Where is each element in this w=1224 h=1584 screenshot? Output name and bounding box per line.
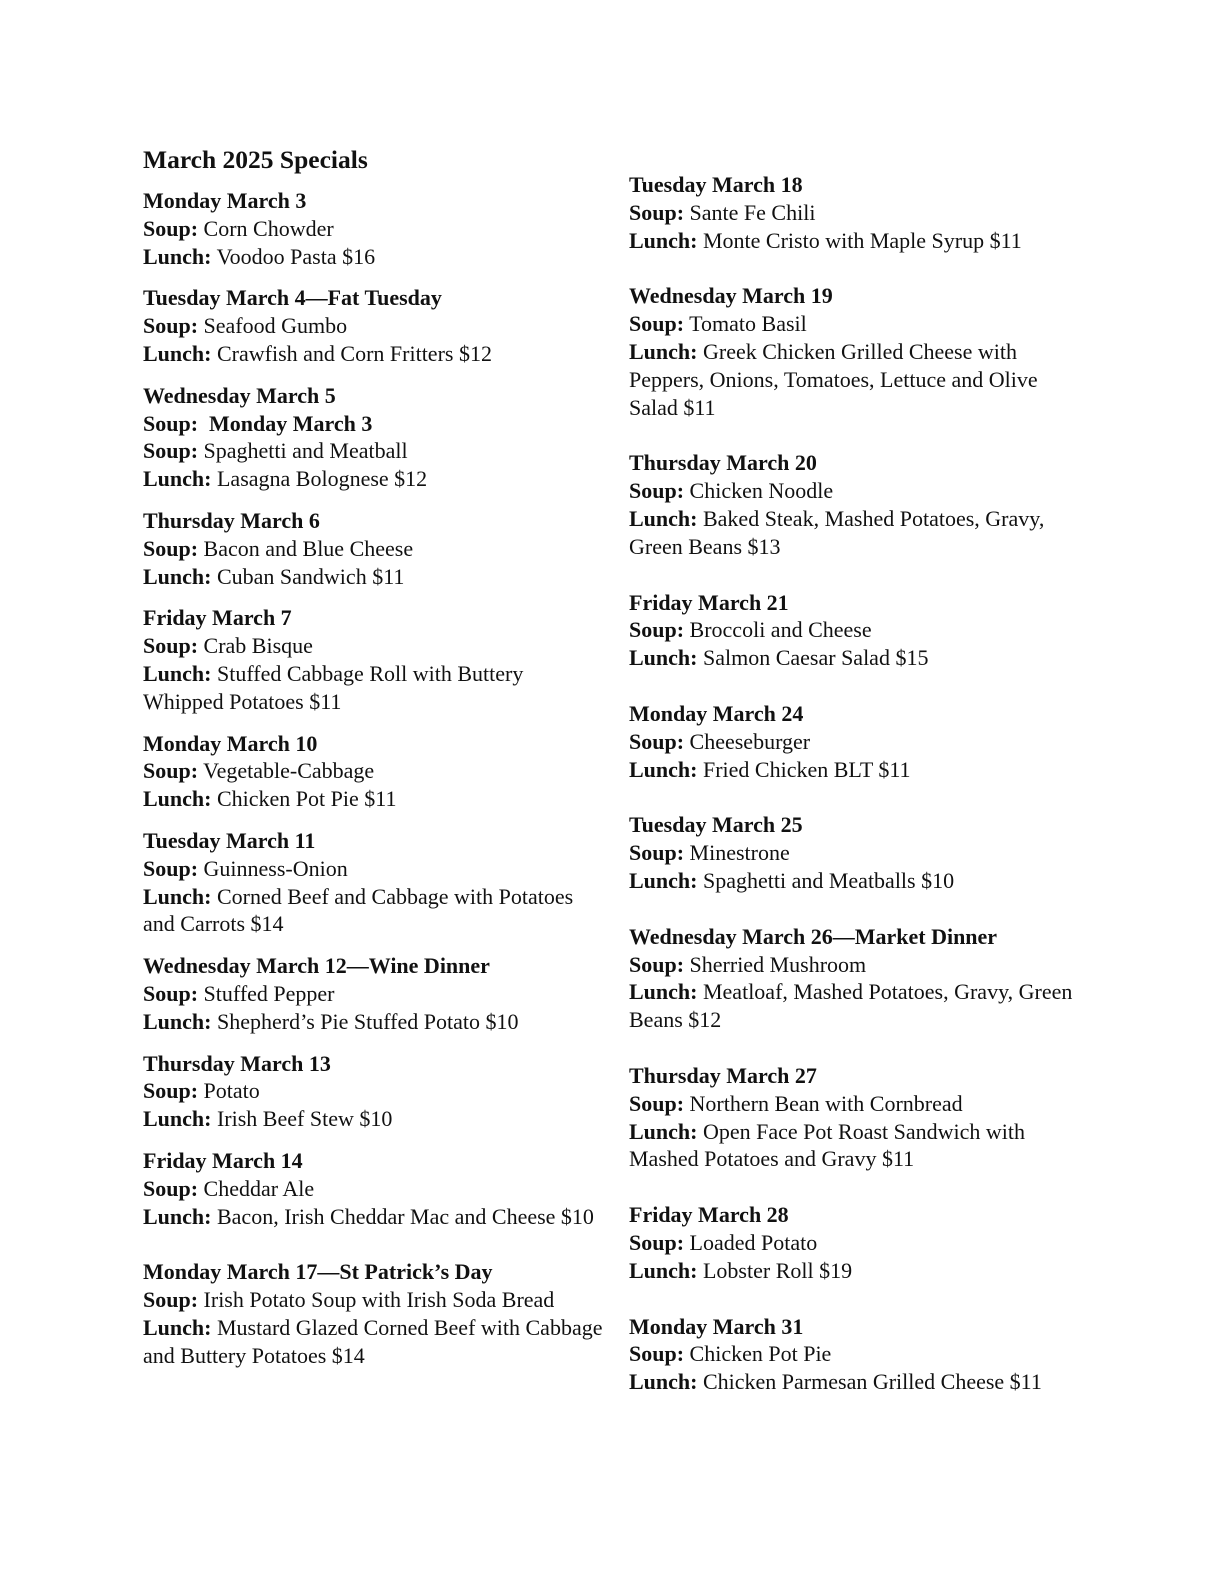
menu-label: Soup: — [143, 758, 199, 784]
menu-text: Chicken Noodle — [684, 478, 834, 504]
menu-label: Lunch: — [143, 786, 212, 812]
menu-line — [143, 535, 603, 563]
menu-label: Lunch: — [629, 979, 698, 1005]
menu-label: Lunch: — [629, 645, 698, 671]
day-entry — [629, 811, 1089, 894]
menu-line — [629, 616, 1089, 644]
menu-text: Loaded Potato — [684, 1229, 818, 1255]
menu-text: Bacon and Blue Cheese — [198, 535, 414, 561]
day-heading: Monday March 17—St Patrick’s Day — [143, 1259, 493, 1285]
day-heading: Thursday March 27 — [629, 1062, 817, 1088]
day-heading: Thursday March 13 — [143, 1050, 331, 1076]
menu-text: Chicken Pot Pie — [684, 1341, 832, 1367]
menu-text: Cuban Sandwich $11 — [211, 563, 405, 589]
menu-line — [629, 338, 1089, 421]
menu-text: Guinness-Onion — [198, 855, 348, 881]
menu-text: Seafood Gumbo — [198, 313, 348, 339]
menu-text: Vegetable-Cabbage — [198, 758, 375, 784]
menu-text: Crawfish and Corn Fritters $12 — [211, 340, 492, 366]
day-heading: Wednesday March 12—Wine Dinner — [143, 953, 490, 979]
menu-line — [143, 243, 603, 271]
menu-line — [629, 978, 1089, 1034]
menu-text: Voodoo Pasta $16 — [211, 243, 376, 269]
day-entry — [629, 1313, 1089, 1396]
menu-line — [143, 757, 603, 785]
menu-label: Lunch: — [629, 867, 698, 893]
menu-text: Salmon Caesar Salad $15 — [697, 645, 929, 671]
right-column — [629, 171, 1089, 1424]
menu-text: Stuffed Cabbage Roll with Buttery Whipped Potatoes $11 — [143, 660, 524, 714]
day-entry — [143, 730, 603, 813]
menu-label: Soup: Monday March 3 — [143, 410, 373, 436]
menu-text: Cheeseburger — [684, 728, 811, 754]
menu-label: Soup: — [629, 1090, 685, 1116]
menu-label: Lunch: — [143, 1314, 212, 1340]
menu-text: Spaghetti and Meatball — [198, 438, 408, 464]
day-heading: Monday March 10 — [143, 730, 318, 756]
menu-text: Sherried Mushroom — [684, 951, 867, 977]
menu-text: Lobster Roll $19 — [697, 1257, 853, 1283]
menu-label: Lunch: — [629, 505, 698, 531]
menu-label: Lunch: — [143, 243, 212, 269]
menu-label: Lunch: — [629, 1369, 698, 1395]
menu-line — [143, 1105, 603, 1133]
day-heading: Tuesday March 4—Fat Tuesday — [143, 285, 442, 311]
menu-label: Soup: — [629, 199, 685, 225]
menu-label: Soup: — [143, 215, 199, 241]
menu-line — [143, 855, 603, 883]
menu-line — [629, 1090, 1089, 1118]
day-entry — [143, 604, 603, 715]
menu-line — [629, 728, 1089, 756]
day-entry — [143, 187, 603, 270]
menu-label: Soup: — [143, 313, 199, 339]
day-entry — [143, 1147, 603, 1230]
menu-text: Chicken Pot Pie $11 — [211, 786, 397, 812]
day-entry — [143, 507, 603, 590]
menu-line — [143, 1203, 603, 1231]
menu-line — [143, 660, 603, 716]
menu-line — [143, 785, 603, 813]
day-heading: Friday March 28 — [629, 1202, 789, 1228]
menu-text: Baked Steak, Mashed Potatoes, Gravy, Green Beans $13 — [629, 505, 1045, 559]
menu-label: Lunch: — [143, 563, 212, 589]
day-entry — [629, 923, 1089, 1034]
menu-text: Stuffed Pepper — [198, 980, 335, 1006]
menu-line — [143, 312, 603, 340]
day-heading: Tuesday March 18 — [629, 172, 803, 197]
menu-text: Irish Beef Stew $10 — [211, 1106, 393, 1132]
menu-text: Greek Chicken Grilled Cheese with Peppers, Onions, Tomatoes, Lettuce and Olive Salad $11 — [629, 338, 1038, 420]
menu-line — [143, 215, 603, 243]
menu-line — [143, 1175, 603, 1203]
page-title: March 2025 Specials — [143, 145, 368, 174]
menu-line — [629, 867, 1089, 895]
menu-text: Open Face Pot Roast Sandwich with Mashed Potatoes and Gravy $11 — [629, 1118, 1026, 1172]
day-heading: Wednesday March 5 — [143, 382, 336, 408]
menu-text: Irish Potato Soup with Irish Soda Bread — [198, 1287, 555, 1313]
day-entry — [629, 449, 1089, 560]
menu-line — [143, 632, 603, 660]
menu-line — [629, 1368, 1089, 1396]
menu-label: Soup: — [143, 1078, 199, 1104]
day-entry — [629, 589, 1089, 672]
menu-text: Meatloaf, Mashed Potatoes, Gravy, Green Beans $12 — [629, 979, 1073, 1033]
menu-line — [629, 839, 1089, 867]
day-entry — [629, 700, 1089, 783]
menu-line — [143, 980, 603, 1008]
menu-label: Lunch: — [143, 1106, 212, 1132]
day-heading: Wednesday March 26—Market Dinner — [629, 923, 998, 949]
day-heading: Thursday March 20 — [629, 450, 817, 476]
menu-label: Lunch: — [143, 883, 212, 909]
left-column — [143, 187, 603, 1383]
menu-label: Soup: — [629, 478, 685, 504]
menu-line — [629, 1257, 1089, 1285]
day-heading: Friday March 7 — [143, 605, 292, 631]
menu-line — [629, 1118, 1089, 1174]
day-heading: Monday March 3 — [143, 188, 307, 213]
menu-line — [143, 1286, 603, 1314]
menu-text: Sante Fe Chili — [684, 199, 816, 225]
day-entry — [629, 1062, 1089, 1173]
menu-line — [143, 437, 603, 465]
day-entry — [629, 171, 1089, 254]
day-heading: Wednesday March 19 — [629, 283, 833, 309]
menu-text: Monte Cristo with Maple Syrup $11 — [697, 227, 1022, 253]
menu-label: Soup: — [629, 1341, 685, 1367]
day-entry — [143, 1258, 603, 1369]
menu-text: Corn Chowder — [198, 215, 334, 241]
menu-label: Lunch: — [143, 1008, 212, 1034]
menu-line — [629, 756, 1089, 784]
menu-text: Chicken Parmesan Grilled Cheese $11 — [697, 1369, 1042, 1395]
menu-line — [629, 1340, 1089, 1368]
day-heading: Monday March 31 — [629, 1313, 804, 1339]
menu-label: Soup: — [143, 633, 199, 659]
menu-line — [629, 951, 1089, 979]
day-heading: Monday March 24 — [629, 700, 804, 726]
day-heading: Thursday March 6 — [143, 507, 320, 533]
menu-line — [629, 199, 1089, 227]
day-entry — [143, 382, 603, 493]
menu-text: Crab Bisque — [198, 633, 313, 659]
day-heading: Friday March 21 — [629, 589, 789, 615]
menu-line — [143, 563, 603, 591]
menu-line — [629, 227, 1089, 255]
menu-label: Soup: — [629, 311, 685, 337]
menu-text: Spaghetti and Meatballs $10 — [697, 867, 955, 893]
menu-line — [143, 410, 603, 438]
menu-line — [629, 310, 1089, 338]
menu-label: Soup: — [143, 1287, 199, 1313]
menu-line — [143, 465, 603, 493]
menu-text: Northern Bean with Cornbread — [684, 1090, 963, 1116]
menu-text: Potato — [198, 1078, 260, 1104]
menu-label: Lunch: — [143, 1203, 212, 1229]
menu-label: Soup: — [629, 617, 685, 643]
menu-label: Lunch: — [629, 1118, 698, 1144]
menu-line — [143, 1077, 603, 1105]
day-entry — [629, 282, 1089, 421]
menu-line — [143, 1008, 603, 1036]
menu-label: Soup: — [629, 728, 685, 754]
menu-text: Lasagna Bolognese $12 — [211, 466, 428, 492]
menu-text: Corned Beef and Cabbage with Potatoes and Carrots $14 — [143, 883, 574, 937]
menu-line — [629, 477, 1089, 505]
menu-text: Fried Chicken BLT $11 — [697, 756, 911, 782]
day-entry — [143, 827, 603, 938]
menu-line — [143, 883, 603, 939]
day-heading: Friday March 14 — [143, 1147, 303, 1173]
menu-text: Shepherd’s Pie Stuffed Potato $10 — [211, 1008, 519, 1034]
day-entry — [143, 284, 603, 367]
day-entry — [629, 1201, 1089, 1284]
menu-line — [143, 1314, 603, 1370]
day-heading: Tuesday March 11 — [143, 827, 316, 853]
menu-text: Bacon, Irish Cheddar Mac and Cheese $10 — [211, 1203, 594, 1229]
menu-label: Soup: — [143, 535, 199, 561]
menu-label: Lunch: — [143, 660, 212, 686]
menu-label: Soup: — [143, 1175, 199, 1201]
menu-label: Soup: — [143, 980, 199, 1006]
menu-label: Soup: — [629, 951, 685, 977]
menu-text: Tomato Basil — [684, 311, 807, 337]
menu-label: Lunch: — [629, 1257, 698, 1283]
menu-text: Mustard Glazed Corned Beef with Cabbage and Buttery Potatoes $14 — [143, 1314, 603, 1368]
day-entry — [143, 1050, 603, 1133]
menu-line — [143, 340, 603, 368]
menu-text: Cheddar Ale — [198, 1175, 315, 1201]
menu-label: Soup: — [143, 855, 199, 881]
menu-line — [629, 1229, 1089, 1257]
menu-label: Soup: — [629, 1229, 685, 1255]
menu-text: Minestrone — [684, 840, 790, 866]
day-entry — [143, 952, 603, 1035]
menu-label: Soup: — [629, 840, 685, 866]
menu-line — [629, 644, 1089, 672]
menu-label: Lunch: — [629, 338, 698, 364]
menu-label: Soup: — [143, 438, 199, 464]
day-heading: Tuesday March 25 — [629, 812, 803, 838]
menu-label: Lunch: — [629, 756, 698, 782]
menu-text: Broccoli and Cheese — [684, 617, 872, 643]
menu-label: Lunch: — [143, 340, 212, 366]
menu-label: Lunch: — [629, 227, 698, 253]
menu-line — [629, 505, 1089, 561]
menu-label: Lunch: — [143, 466, 212, 492]
